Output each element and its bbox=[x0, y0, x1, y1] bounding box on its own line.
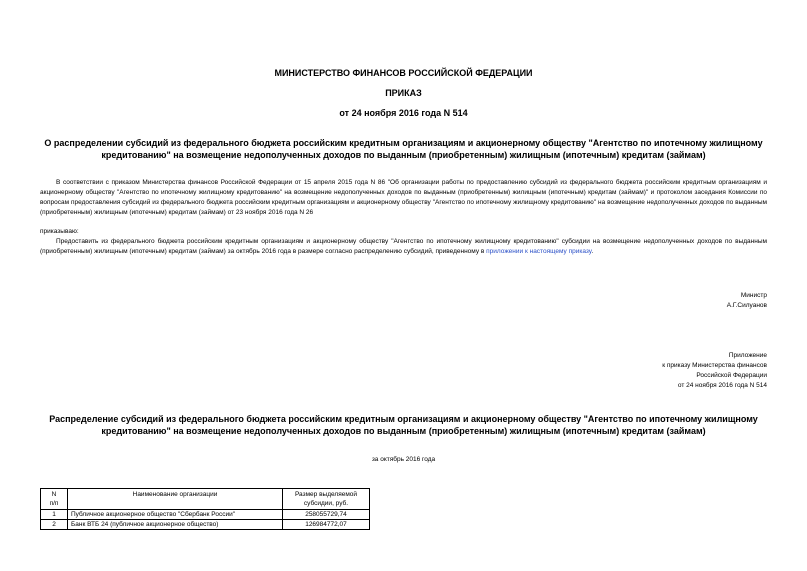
signature-position: Министр bbox=[740, 292, 767, 299]
period-label: за октябрь 2016 года bbox=[371, 456, 436, 463]
order-paragraph bbox=[40, 237, 767, 257]
appendix-note-line-1: Приложение bbox=[728, 352, 767, 359]
appendix-title-line-1: Распределение субсидий из федерального бюджета российским кредитным организациям и акционерному обществу "Агентство по ипотечному жилищному bbox=[49, 414, 758, 424]
header-sum-line-2: субсидии, руб. bbox=[303, 500, 349, 507]
header-n-line-2: п/п bbox=[49, 500, 59, 507]
doc-date-heading: от 24 ноября 2016 года N 514 bbox=[339, 108, 468, 118]
appendix-note-line-4: от 24 ноября 2016 года N 514 bbox=[677, 382, 767, 389]
doc-type-heading: ПРИКАЗ bbox=[385, 88, 422, 98]
header-n-line-1: N bbox=[51, 491, 57, 498]
row-organization: Публичное акционерное общество "Сбербанк России" bbox=[68, 510, 283, 520]
appendix-note-line-2: к приказу Министерства финансов bbox=[662, 362, 767, 369]
row-number: 2 bbox=[41, 520, 68, 530]
signature-name: А.Г.Силуанов bbox=[726, 302, 767, 309]
header-name: Наименование организации bbox=[68, 489, 283, 510]
table-header-row bbox=[41, 489, 370, 510]
table-row bbox=[41, 510, 370, 520]
order-word: приказываю: bbox=[40, 228, 79, 235]
row-organization: Банк ВТБ 24 (публичное акционерное общество) bbox=[68, 520, 283, 530]
header-sum bbox=[283, 489, 370, 510]
header-n bbox=[41, 489, 68, 510]
doc-title-line-1: О распределении субсидий из федерального бюджета российским кредитным организациям и акционерному обществу "Агентство по ипотечному жилищному bbox=[44, 138, 763, 148]
appendix-title-line-2: кредитованию" на возмещение недополученных доходов по выданным (приобретенным) жилищным (ипотечным) кредитам (займам) bbox=[101, 426, 706, 436]
signature-block bbox=[600, 291, 767, 311]
distribution-table bbox=[40, 488, 370, 530]
ministry-heading: МИНИСТЕРСТВО ФИНАНСОВ РОССИЙСКОЙ ФЕДЕРАЦИИ bbox=[274, 68, 533, 78]
order-text: Предоставить из федерального бюджета российским кредитным организациям и акционерному обществу "Агентство по ипотечному жилищному кредитованию" субсидии на возмещение недополученных доходов по выданным (приобретенным) жилищным (ипотечным) кредитам (займам) за октябрь 2016 года в размере согласно распределению субсидий, приведенному в bbox=[40, 238, 767, 255]
preamble-paragraph: В соответствии с приказом Министерства финансов Российской Федерации от 15 апреля 2015 года N 86 "Об организации работы по предоставлению субсидий из федерального бюджета российским кредитным организациям и акционерному обществу "Агентство по ипотечному жилищному кредитованию" на возмещение недополученных доходов по выданным (приобретенным) жилищным (ипотечным) кредитам (займам)" и протоколом заседания Комиссии по вопросам предоставления субсидий из федерального бюджета российским кредитным организациям и акционерному обществу "Агентство по ипотечному жилищному кредитованию" на возмещение недополученных доходов по выданным (приобретенным) жилищным (ипотечным) кредитам (займам) от 23 ноября 2016 года N 26 bbox=[40, 179, 767, 216]
appendix-link[interactable]: приложении к настоящему приказу bbox=[486, 248, 592, 255]
table-row bbox=[41, 520, 370, 530]
appendix-note bbox=[560, 351, 767, 391]
header-sum-line-1: Размер выделяемой bbox=[294, 491, 358, 498]
row-sum: 126984772,07 bbox=[283, 520, 370, 530]
appendix-note-line-3: Российской Федерации bbox=[696, 372, 767, 379]
order-end: . bbox=[591, 248, 594, 255]
row-number: 1 bbox=[41, 510, 68, 520]
row-sum: 258055729,74 bbox=[283, 510, 370, 520]
appendix-title bbox=[0, 413, 807, 437]
doc-title-line-2: кредитованию" на возмещение недополученных доходов по выданным (приобретенным) жилищным (ипотечным) кредитам (займам) bbox=[101, 150, 706, 160]
doc-title bbox=[0, 137, 807, 161]
